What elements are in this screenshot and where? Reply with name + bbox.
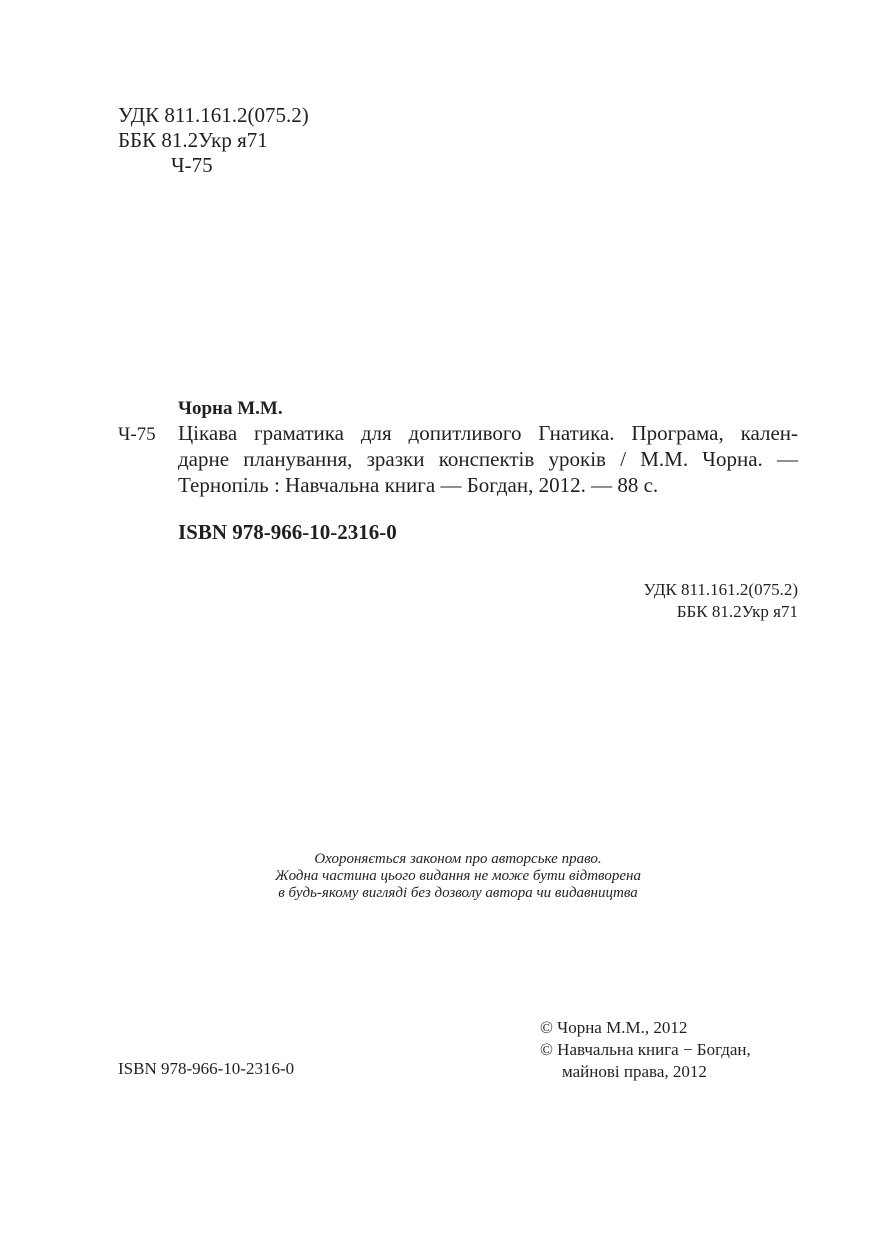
isbn-bottom: ISBN 978-966-10-2316-0 — [118, 1059, 295, 1078]
record-author-mark: Ч-75 — [118, 424, 156, 445]
copyright-publisher: © Навчальна книга − Богдан, — [540, 1040, 751, 1059]
record-description — [178, 420, 798, 498]
udk-code-right: УДК 811.161.2(075.2) — [643, 580, 798, 599]
record-line: Тернопіль : Навчальна книга — Богдан, 2012. — 88 с. — [178, 473, 659, 497]
copyright-notice — [0, 851, 875, 902]
author-mark: Ч-75 — [171, 153, 213, 177]
notice-line: Жодна частина цього видання не може бути відтворена — [275, 868, 641, 884]
notice-line: Охороняється законом про авторське право. — [314, 851, 602, 867]
record-author: Чорна М.М. — [178, 398, 283, 419]
copyright-holders — [540, 1017, 751, 1083]
notice-line: в будь-якому вигляді без дозволу автора чи видавництва — [278, 885, 638, 901]
bbk-code-right: ББК 81.2Укр я71 — [676, 602, 798, 621]
record-isbn: ISBN 978-966-10-2316-0 — [178, 520, 397, 544]
record-line: дарне планування, зразки конспектів уроків / М.М. Чорна. — — [178, 447, 798, 471]
copyright-author: © Чорна М.М., 2012 — [540, 1018, 688, 1037]
classification-codes-right — [560, 579, 798, 623]
copyright-publisher-rights: майнові права, 2012 — [562, 1062, 707, 1081]
classification-block — [118, 103, 309, 178]
record-line: Цікава граматика для допитливого Гнатика. Програма, кален- — [178, 421, 798, 445]
udk-code: УДК 811.161.2(075.2) — [118, 103, 309, 127]
bbk-code: ББК 81.2Укр я71 — [118, 128, 268, 152]
